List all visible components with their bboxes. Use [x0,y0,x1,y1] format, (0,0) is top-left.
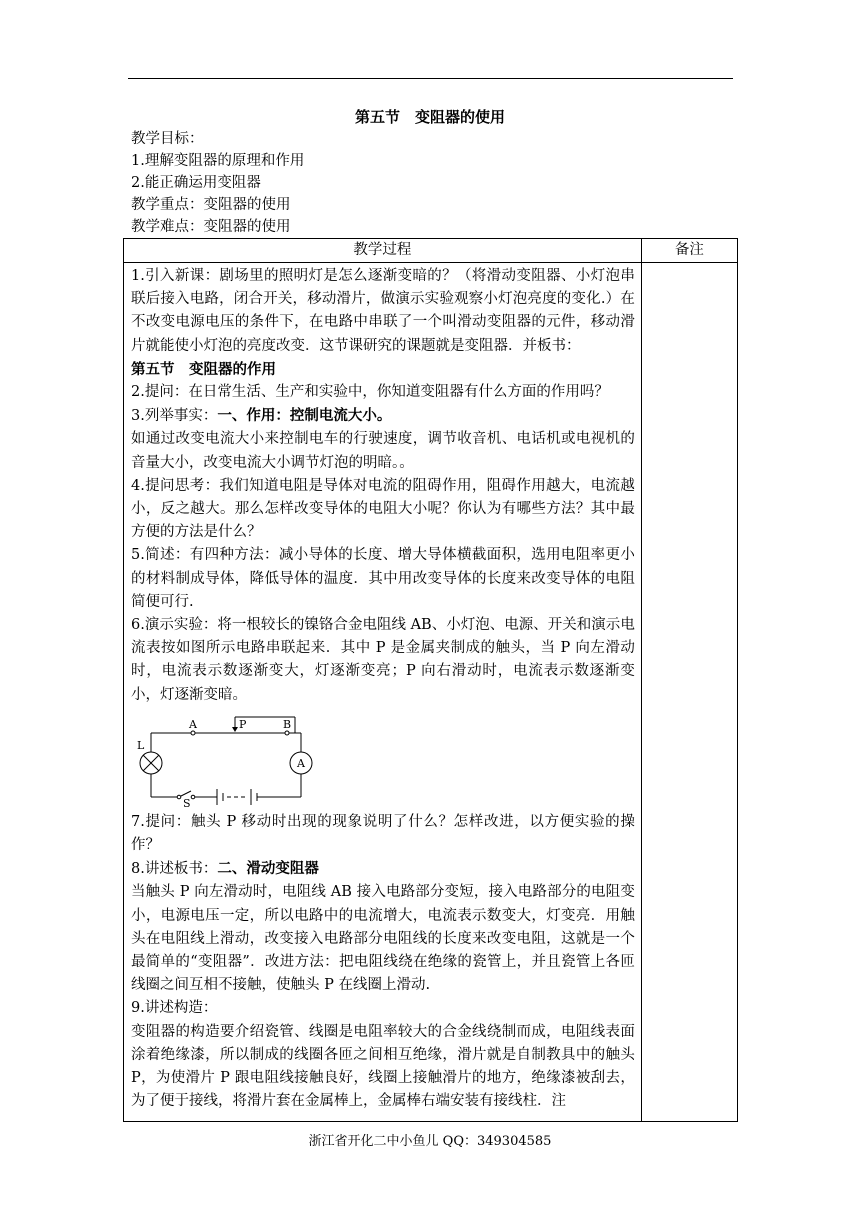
paragraph-7: 7.提问：触头 P 移动时出现的现象说明了什么？怎样改进，以方便实验的操作？ [131,813,635,854]
paragraph-3-body: 如通过改变电流大小来控制电车的行驶速度，调节收音机、电话机或电视机的音量大小，改变电流大小调节灯泡的明暗。。 [131,431,635,471]
paragraph-1: 1.引入新课：剧场里的照明灯是怎么逐渐变暗的？（将滑动变阻器、小灯泡串联后接入电路，闭合开关，移动滑片，做演示实验观察小灯泡亮度的变化.）在不改变电源电压的条件下，在电路中串联了一个叫滑动变阻器的元件，移动滑片就能使小灯泡的亮度改变．这节课研究的课题就是变阻器．并板书： [131,268,635,354]
lesson-table [123,238,738,1122]
notes-cell [641,263,737,1122]
difficulty: 教学难点：变阻器的使用 [131,219,291,235]
paragraph-9-body: 变阻器的构造要介绍瓷管、线圈是电阻率较大的合金线绕制而成，电阻线表面涂着绝缘漆，所以制成的线圈各匝之间相互绝缘，滑片就是自制教具中的触头 P，为使滑片 P 跟电阻线接触良好，线圈上接触滑片的地方，绝缘漆被刮去，为了便于接线，将滑片套在金属棒上，金属棒右端安装有接线柱．注 [131,1023,635,1110]
process-cell [124,263,642,1122]
label-p: P [239,717,247,731]
objective-2: 2.能正确运用变阻器 [131,175,261,191]
p8-prefix: 8.讲述板书： [131,861,218,878]
label-l: L [137,738,145,752]
objective-1: 1.理解变阻器的原理和作用 [131,153,305,169]
paragraph-4: 4.提问思考：我们知道电阻是导体对电流的阻碍作用，阻碍作用越大，电流越小，反之越大。那么怎样改变导体的电阻大小呢？你认为有哪些方法？其中最方便的方法是什么？ [131,477,635,541]
label-b: B [283,717,292,731]
circuit-diagram [135,715,325,807]
p8-bold: 二、滑动变阻器 [217,860,319,878]
board-heading: 第五节 变阻器的作用 [131,360,276,378]
header-process: 教学过程 [124,239,642,263]
footer: 浙江省开化二中小鱼儿 QQ：349304585 [308,1134,552,1149]
paragraph-8-body: 当触头 P 向左滑动时，电阻线 AB 接入电路部分变短，接入电路部分的电阻变小，电源电压一定，所以电路中的电流增大，电流表示数变大，灯变亮．用触头在电阻线上滑动，改变接入电路部分电阻线的长度来改变电阻，这就是一个最简单的“变阻器”．改进方法：把电阻线绕在绝缘的瓷管上，并且瓷管上各匝线圈之间互相不接触，使触头 P 在线圈上滑动. [131,884,635,994]
objectives-label: 教学目标： [131,131,204,147]
key-point: 教学重点：变阻器的使用 [131,197,291,213]
intro-block [131,128,304,238]
paragraph-2: 2.提问：在日常生活、生产和实验中，你知道变阻器有什么方面的作用吗？ [131,384,609,401]
p3-bold: 一、作用：控制电流大小。 [217,407,392,425]
paragraph-6: 6.演示实验：将一根较长的镍铬合金电阻线 AB、小灯泡、电源、开关和演示电流表按如图所示电路串联起来．其中 P 是金属夹制成的触头，当 P 向左滑动时，电流表示数逐渐变大，灯逐渐变亮；P 向右滑动时，电流表示数逐渐变小，灯逐渐变暗。 [131,617,635,703]
p3-prefix: 3.列举事实： [131,408,218,425]
label-s: S [183,796,191,807]
header-rule [128,78,733,79]
label-a: A [189,717,197,731]
paragraph-9: 9.讲述构造： [131,1000,218,1017]
paragraph-8 [131,857,635,881]
ammeter-label: A [297,756,305,770]
paragraph-3 [131,404,635,428]
header-notes: 备注 [641,239,737,263]
page-title: 第五节 变阻器的使用 [354,108,505,126]
paragraph-5: 5.简述：有四种方法：减小导体的长度、增大导体横截面积，选用电阻率更小的材料制成导体，降低导体的温度．其中用改变导体的长度来改变导体的电阻简便可行. [131,547,635,610]
